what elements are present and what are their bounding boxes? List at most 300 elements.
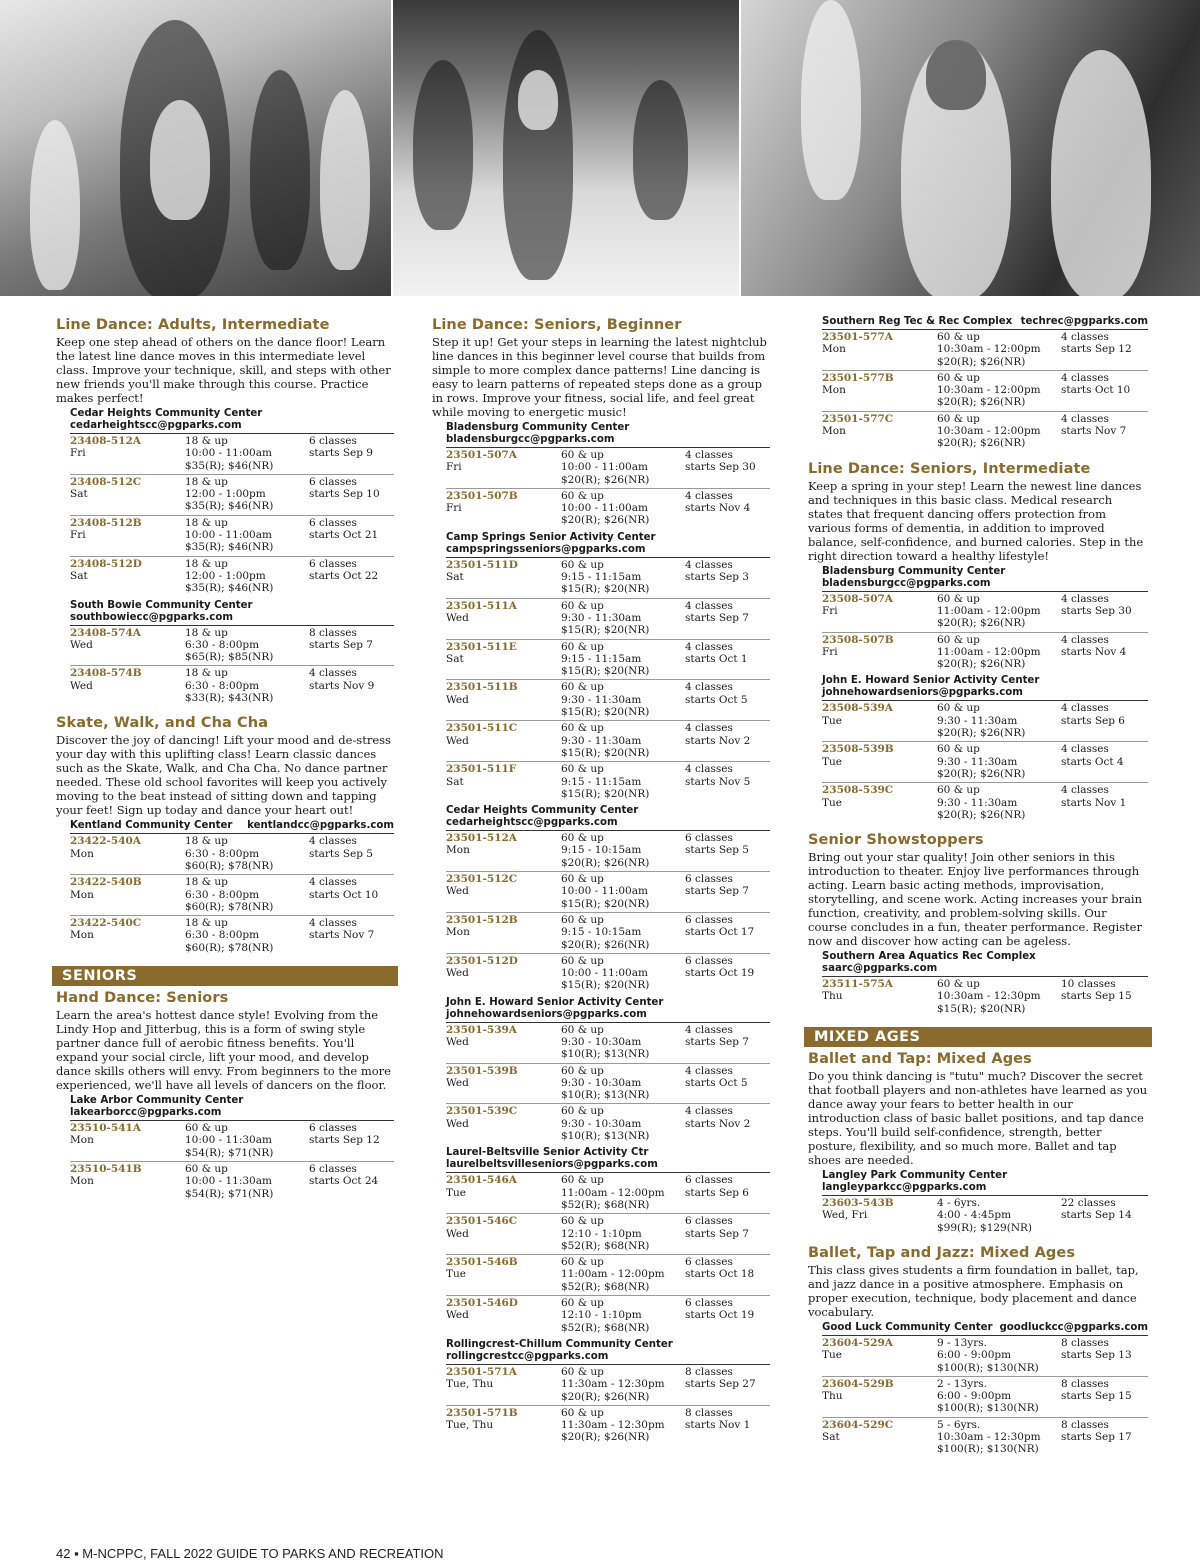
- class-code[interactable]: 23501-539B: [446, 1064, 518, 1077]
- class-code[interactable]: 23422-540A: [70, 835, 141, 848]
- photo-ballet-children: [741, 0, 1200, 296]
- location-email[interactable]: cedarheightscc@pgparks.com: [446, 817, 618, 829]
- class-time: 12:00 - 1:00pm: [185, 569, 266, 582]
- class-start: starts Oct 17: [685, 926, 755, 939]
- class-sessions-cell: [1061, 1337, 1148, 1374]
- class-row[interactable]: [822, 371, 1148, 412]
- class-code[interactable]: 23501-507A: [446, 449, 517, 461]
- class-row[interactable]: [70, 1121, 394, 1162]
- class-time: 6:30 - 8:00pm: [185, 638, 260, 651]
- class-time: 9:15 - 11:15am: [561, 775, 642, 788]
- photo-senior-dancers: [393, 0, 738, 296]
- class-row[interactable]: [70, 834, 394, 875]
- class-row[interactable]: [446, 489, 770, 529]
- class-start: starts Nov 9: [309, 679, 375, 692]
- class-fee: $10(R); $13(NR): [561, 1130, 650, 1143]
- class-code[interactable]: 23501-577A: [822, 331, 893, 343]
- class-start: starts Oct 10: [1061, 384, 1131, 397]
- location-email[interactable]: langleyparkcc@pgparks.com: [822, 1182, 987, 1194]
- class-count: 4 classes: [1061, 592, 1109, 605]
- class-row[interactable]: [446, 1296, 770, 1336]
- class-start: starts Oct 4: [1061, 755, 1124, 768]
- class-code[interactable]: 23501-512A: [446, 832, 517, 845]
- class-count: 4 classes: [685, 1064, 733, 1077]
- class-fee: $15(R); $20(NR): [561, 665, 650, 678]
- class-days: Tue: [822, 714, 842, 727]
- class-time-cell: [937, 743, 1061, 780]
- class-row[interactable]: [446, 954, 770, 994]
- class-days: Tue, Thu: [446, 1378, 494, 1391]
- category-band-mixed-ages: MIXED AGES: [804, 1027, 1152, 1047]
- class-days: Fri: [822, 604, 838, 617]
- class-count: 4 classes: [685, 489, 733, 502]
- class-code[interactable]: 23408-574A: [70, 626, 141, 639]
- class-days: Sat: [446, 775, 464, 788]
- class-row[interactable]: [822, 742, 1148, 783]
- class-days: Mon: [822, 425, 846, 438]
- class-days: Tue: [822, 796, 842, 809]
- class-days: Mon: [822, 343, 846, 356]
- class-ages: 60 & up: [937, 633, 980, 646]
- class-code[interactable]: 23501-512D: [446, 954, 518, 967]
- class-row[interactable]: [446, 1173, 770, 1214]
- class-row[interactable]: [822, 783, 1148, 823]
- class-code[interactable]: 23501-571B: [446, 1406, 518, 1419]
- class-code[interactable]: 23501-546D: [446, 1297, 518, 1310]
- class-code-cell: [70, 876, 185, 913]
- class-fee: $100(R); $130(NR): [937, 1402, 1039, 1415]
- class-code[interactable]: 23501-512B: [446, 913, 518, 926]
- class-count: 4 classes: [309, 835, 357, 848]
- class-days: Thu: [822, 1390, 843, 1403]
- class-time: 6:00 - 9:00pm: [937, 1349, 1012, 1362]
- class-code-cell: [446, 449, 561, 486]
- class-sessions-cell: [1061, 1378, 1148, 1415]
- class-sessions-cell: [685, 1407, 770, 1444]
- location-email[interactable]: techrec@pgparks.com: [1020, 316, 1148, 327]
- class-fee: $15(R); $20(NR): [561, 897, 650, 910]
- class-row[interactable]: [446, 1255, 770, 1296]
- class-time-cell: [937, 1337, 1061, 1374]
- class-time: 11:30am - 12:30pm: [561, 1419, 665, 1432]
- class-time-cell: [561, 763, 685, 800]
- class-start: starts Sep 15: [1061, 1390, 1132, 1403]
- class-count: 4 classes: [1061, 371, 1109, 384]
- class-count: 4 classes: [685, 722, 733, 735]
- location-name: Bladensburg Community Center: [446, 422, 630, 433]
- class-code-cell: [446, 681, 561, 718]
- class-time: 10:00 - 11:00am: [561, 885, 648, 898]
- class-fee: $15(R); $20(NR): [561, 979, 650, 992]
- class-row[interactable]: [70, 434, 394, 475]
- class-table: [70, 433, 394, 597]
- location-email[interactable]: bladensburgcc@pgparks.com: [822, 577, 991, 589]
- class-fee: $20(R); $26(NR): [561, 1431, 650, 1444]
- class-fee: $20(R); $26(NR): [561, 938, 650, 951]
- section-title: Skate, Walk, and Cha Cha: [56, 715, 269, 732]
- class-time: 11:00am - 12:00pm: [937, 645, 1041, 658]
- class-ages: 5 - 6yrs.: [937, 1418, 981, 1431]
- class-code-cell: [446, 1215, 561, 1252]
- class-time-cell: [561, 1174, 685, 1211]
- class-start: starts Oct 5: [685, 1076, 748, 1089]
- class-code[interactable]: 23501-512C: [446, 873, 518, 886]
- class-row[interactable]: [446, 831, 770, 872]
- class-days: Fri: [70, 529, 86, 542]
- location-email[interactable]: kentlandcc@pgparks.com: [247, 820, 394, 832]
- class-ages: 60 & up: [937, 743, 980, 756]
- class-fee: $52(R); $68(NR): [561, 1198, 650, 1211]
- class-row[interactable]: [446, 762, 770, 802]
- class-fee: $10(R); $13(NR): [561, 1089, 650, 1102]
- class-fee: $10(R); $13(NR): [561, 1048, 650, 1061]
- class-start: starts Sep 5: [309, 847, 373, 860]
- class-code-cell: [446, 763, 561, 800]
- class-start: starts Nov 7: [309, 929, 375, 942]
- class-days: Sat: [446, 571, 464, 584]
- class-fee: $15(R); $20(NR): [561, 624, 650, 637]
- class-row[interactable]: [446, 913, 770, 954]
- location-header: [70, 1095, 394, 1119]
- class-count: 8 classes: [1061, 1377, 1109, 1390]
- class-time: 9:30 - 11:30am: [561, 734, 642, 747]
- class-code[interactable]: 23508-539C: [822, 784, 894, 797]
- class-ages: 60 & up: [561, 832, 604, 845]
- class-row[interactable]: [446, 599, 770, 640]
- class-ages: 18 & up: [185, 626, 228, 639]
- class-code[interactable]: 23501-546C: [446, 1215, 518, 1228]
- class-start: starts Sep 7: [685, 1227, 749, 1240]
- class-row[interactable]: [446, 1064, 770, 1105]
- class-table: [822, 1195, 1148, 1236]
- class-count: 4 classes: [685, 1023, 733, 1036]
- class-start: starts Nov 1: [685, 1419, 751, 1432]
- class-days: Mon: [446, 844, 470, 857]
- class-time-cell: [561, 1366, 685, 1403]
- class-time-cell: [937, 634, 1061, 671]
- location-email[interactable]: southbowiecc@pgparks.com: [70, 611, 233, 623]
- class-sessions-cell: [685, 955, 770, 992]
- class-row[interactable]: [822, 633, 1148, 673]
- class-start: starts Sep 6: [1061, 714, 1125, 727]
- section-title: Senior Showstoppers: [808, 832, 984, 849]
- class-time: 6:00 - 9:00pm: [937, 1390, 1012, 1403]
- class-ages: 60 & up: [561, 763, 604, 776]
- class-sessions-cell: [685, 1297, 770, 1334]
- page-footer: 42 ▪ M-NCPPC, FALL 2022 GUIDE TO PARKS AND RECREATION: [56, 1546, 444, 1561]
- class-code-cell: [70, 917, 185, 954]
- class-code[interactable]: 23501-511C: [446, 722, 518, 735]
- class-days: Mon: [70, 1134, 94, 1147]
- class-code[interactable]: 23408-512D: [70, 557, 142, 570]
- class-code[interactable]: 23501-577B: [822, 371, 894, 384]
- class-row[interactable]: [70, 475, 394, 516]
- class-row[interactable]: [822, 1196, 1148, 1236]
- class-row[interactable]: [446, 1214, 770, 1255]
- class-code-cell: [822, 1419, 937, 1456]
- class-count: 4 classes: [1061, 743, 1109, 756]
- location-name: Laurel-Beltsville Senior Activity Ctr: [446, 1147, 649, 1159]
- class-time: 12:00 - 1:00pm: [185, 488, 266, 501]
- class-time: 6:30 - 8:00pm: [185, 929, 260, 942]
- class-row[interactable]: [70, 1162, 394, 1202]
- class-days: Tue: [446, 1186, 466, 1199]
- class-ages: 60 & up: [937, 784, 980, 797]
- class-code[interactable]: 23501-511F: [446, 763, 517, 776]
- class-row[interactable]: [446, 1104, 770, 1144]
- class-code-cell: [822, 1197, 937, 1234]
- section-description: Discover the joy of dancing! Lift your mood and de-stress your day with this uplifting class! Learn classic dances such as the Skate, Walk, and Cha Cha. No dance partner needed. These old school favorites will keep you actively moving to the beat instead of sitting down and tapping your feet! Sign up today and dance your heart out!: [56, 733, 391, 818]
- class-fee: $99(R); $129(NR): [937, 1221, 1033, 1234]
- class-fee: $20(R); $26(NR): [937, 808, 1026, 821]
- class-row[interactable]: [446, 448, 770, 489]
- class-code[interactable]: 23501-539C: [446, 1105, 518, 1118]
- class-time: 11:00am - 12:00pm: [937, 604, 1041, 617]
- class-sessions-cell: [1061, 978, 1148, 1015]
- class-sessions-cell: [1061, 1419, 1148, 1456]
- class-row[interactable]: [446, 680, 770, 721]
- class-days: Sat: [70, 569, 88, 582]
- location-header: [70, 600, 394, 624]
- class-start: starts Oct 10: [309, 888, 379, 901]
- class-row[interactable]: [70, 875, 394, 916]
- class-code-cell: [70, 476, 185, 513]
- class-sessions-cell: [685, 722, 770, 759]
- class-row[interactable]: [822, 701, 1148, 742]
- class-row[interactable]: [70, 916, 394, 956]
- class-row[interactable]: [70, 557, 394, 597]
- class-time: 10:00 - 11:00am: [561, 461, 648, 474]
- class-row[interactable]: [446, 721, 770, 762]
- location-name: Lake Arbor Community Center: [70, 1095, 244, 1107]
- class-code[interactable]: 23508-507A: [822, 592, 893, 605]
- class-time: 10:30am - 12:00pm: [937, 343, 1041, 356]
- class-code-cell: [70, 517, 185, 554]
- class-days: Mon: [70, 888, 94, 901]
- class-ages: 18 & up: [185, 667, 228, 680]
- class-code[interactable]: 23604-529A: [822, 1336, 893, 1349]
- class-row[interactable]: [822, 1336, 1148, 1377]
- class-time-cell: [561, 1297, 685, 1334]
- class-count: 4 classes: [309, 917, 357, 930]
- class-count: 4 classes: [685, 763, 733, 776]
- class-ages: 18 & up: [185, 917, 228, 930]
- class-code-cell: [446, 955, 561, 992]
- class-code[interactable]: 23604-529B: [822, 1377, 894, 1390]
- class-sessions-cell: [309, 517, 394, 554]
- class-time: 12:10 - 1:10pm: [561, 1309, 642, 1322]
- class-code[interactable]: 23508-539B: [822, 743, 894, 756]
- location-email[interactable]: lakearborcc@pgparks.com: [70, 1107, 222, 1119]
- location-header: [822, 951, 1148, 975]
- class-days: Fri: [822, 645, 838, 658]
- class-code[interactable]: 23501-546A: [446, 1174, 517, 1187]
- class-days: Mon: [70, 1175, 94, 1188]
- class-time-cell: [937, 331, 1061, 368]
- class-row[interactable]: [70, 516, 394, 557]
- class-code[interactable]: 23501-546B: [446, 1256, 518, 1269]
- class-count: 4 classes: [1061, 412, 1109, 425]
- class-start: starts Sep 30: [685, 461, 756, 474]
- class-code[interactable]: 23604-529C: [822, 1418, 894, 1431]
- class-count: 6 classes: [685, 954, 733, 967]
- location-email[interactable]: saarc@pgparks.com: [822, 963, 938, 975]
- class-days: Sat: [70, 488, 88, 501]
- class-code-cell: [446, 914, 561, 951]
- class-sessions-cell: [1061, 743, 1148, 780]
- class-row[interactable]: [822, 977, 1148, 1017]
- class-days: Fri: [446, 502, 462, 515]
- class-code[interactable]: 23501-511B: [446, 681, 518, 694]
- class-count: 8 classes: [685, 1365, 733, 1378]
- class-time: 9:15 - 10:15am: [561, 844, 642, 857]
- class-time-cell: [937, 978, 1061, 1015]
- class-code[interactable]: 23408-574B: [70, 667, 142, 680]
- class-fee: $20(R); $26(NR): [937, 727, 1026, 740]
- class-row[interactable]: [822, 1418, 1148, 1458]
- location-email[interactable]: cedarheightscc@pgparks.com: [70, 420, 242, 431]
- class-row[interactable]: [446, 872, 770, 913]
- class-time: 12:10 - 1:10pm: [561, 1227, 642, 1240]
- class-ages: 60 & up: [561, 489, 604, 502]
- class-ages: 60 & up: [561, 640, 604, 653]
- class-time-cell: [561, 559, 685, 596]
- class-days: Mon: [446, 926, 470, 939]
- class-days: Wed: [446, 1227, 469, 1240]
- class-sessions-cell: [1061, 372, 1148, 409]
- class-days: Wed: [446, 1035, 469, 1048]
- class-table: [70, 1120, 394, 1202]
- class-start: starts Sep 15: [1061, 990, 1132, 1003]
- class-table: [822, 1335, 1148, 1458]
- section-description: Bring out your star quality! Join other seniors in this introduction to theater. Enjoy live performances through acting. Learn basic acting methods, improvisation, storytelling, and scene work. Acting increases your brain function, creativity, and problem-solving skills. Our course concludes in a fun, theater performance. Register now and discover how acting can be ageless.: [808, 850, 1143, 949]
- class-sessions-cell: [685, 559, 770, 596]
- class-ages: 60 & up: [561, 1256, 604, 1269]
- class-start: starts Sep 6: [685, 1186, 749, 1199]
- class-code[interactable]: 23501-511D: [446, 558, 518, 571]
- class-time-cell: [561, 449, 685, 486]
- section-description: This class gives students a firm foundation in ballet, tap, and jazz dance in a positive atmosphere. Emphasis on proper execution, technique, body placement and dance vocabulary.: [808, 1262, 1139, 1319]
- class-code[interactable]: 23510-541B: [70, 1162, 142, 1175]
- class-code-cell: [446, 873, 561, 910]
- class-row[interactable]: [446, 1406, 770, 1446]
- class-time: 9:30 - 10:30am: [561, 1035, 642, 1048]
- class-days: Tue, Thu: [446, 1419, 494, 1432]
- class-sessions-cell: [1061, 1197, 1148, 1234]
- class-sessions-cell: [685, 1105, 770, 1142]
- class-time: 9:30 - 11:30am: [937, 714, 1018, 727]
- class-code[interactable]: 23508-507B: [822, 633, 894, 646]
- class-time-cell: [561, 1215, 685, 1252]
- class-code[interactable]: 23511-575A: [822, 978, 893, 991]
- class-fee: $20(R); $26(NR): [561, 856, 650, 869]
- class-code[interactable]: 23501-507B: [446, 489, 518, 502]
- class-count: 8 classes: [1061, 1336, 1109, 1349]
- class-row[interactable]: [822, 412, 1148, 452]
- section-description: Keep one step ahead of others on the dance floor! Learn the latest line dance moves in this intermediate level class. Improve your technique, skill, and steps with other new friends you'll make through this course. Practice makes perfect!: [56, 335, 391, 405]
- class-sessions-cell: [309, 435, 394, 472]
- class-code[interactable]: 23501-511A: [446, 599, 517, 612]
- class-row[interactable]: [446, 1023, 770, 1064]
- class-code[interactable]: 23501-571A: [446, 1365, 517, 1378]
- class-ages: 60 & up: [185, 1122, 228, 1135]
- location-email[interactable]: bladensburgcc@pgparks.com: [446, 434, 615, 445]
- location-name: Southern Reg Tec & Rec Complex: [822, 316, 1013, 327]
- class-row[interactable]: [446, 1365, 770, 1406]
- class-time-cell: [185, 558, 309, 595]
- class-sessions-cell: [685, 914, 770, 951]
- class-code[interactable]: 23408-512C: [70, 475, 142, 488]
- class-days: Mon: [70, 847, 94, 860]
- location-email[interactable]: campspringsseniors@pgparks.com: [446, 543, 646, 555]
- class-row[interactable]: [822, 592, 1148, 633]
- class-code-cell: [822, 743, 937, 780]
- class-row[interactable]: [822, 330, 1148, 371]
- class-code[interactable]: 23508-539A: [822, 702, 893, 715]
- location-email[interactable]: johnehowardseniors@pgparks.com: [446, 1008, 647, 1020]
- section-description: Do you think dancing is "tutu" much? Discover the secret that football players and non-athletes have learned as you dance away your fears to better health in our introduction class of basic ballet positions, and tap dance steps. You'll build self-confidence, strength, better posture, flexibility, and so much more. Ballet and tap shoes are needed.: [808, 1069, 1148, 1168]
- location-header: [822, 1170, 1148, 1194]
- class-sessions-cell: [309, 876, 394, 913]
- location-email[interactable]: johnehowardseniors@pgparks.com: [822, 687, 1023, 699]
- class-code[interactable]: 23501-511E: [446, 640, 517, 653]
- class-count: 4 classes: [1061, 331, 1109, 343]
- class-code[interactable]: 23510-541A: [70, 1122, 141, 1135]
- class-row[interactable]: [70, 666, 394, 706]
- class-count: 6 classes: [685, 1297, 733, 1310]
- class-code[interactable]: 23501-577C: [822, 412, 894, 425]
- location-header: [822, 1322, 1148, 1334]
- location-email[interactable]: rollingcrestcc@pgparks.com: [446, 1350, 609, 1362]
- class-row[interactable]: [70, 626, 394, 667]
- class-code[interactable]: 23422-540C: [70, 917, 142, 930]
- class-ages: 60 & up: [561, 1297, 604, 1310]
- class-days: Wed: [70, 638, 93, 651]
- class-code[interactable]: 23603-543B: [822, 1197, 894, 1210]
- location-email[interactable]: goodluckcc@pgparks.com: [999, 1321, 1148, 1333]
- class-count: 10 classes: [1061, 978, 1116, 991]
- class-count: 6 classes: [685, 873, 733, 886]
- class-time-cell: [561, 1024, 685, 1061]
- class-time: 9:30 - 10:30am: [561, 1076, 642, 1089]
- class-time: 9:30 - 10:30am: [561, 1117, 642, 1130]
- location-name: Good Luck Community Center: [822, 1321, 993, 1333]
- class-table: [446, 557, 770, 802]
- class-row[interactable]: [446, 558, 770, 599]
- class-row[interactable]: [822, 1377, 1148, 1418]
- class-count: 6 classes: [685, 1174, 733, 1187]
- class-time-cell: [937, 1419, 1061, 1456]
- class-sessions-cell: [1061, 634, 1148, 671]
- class-code[interactable]: 23501-539A: [446, 1023, 517, 1036]
- class-fee: $15(R); $20(NR): [937, 1002, 1026, 1015]
- class-ages: 18 & up: [185, 475, 228, 488]
- column-1: [56, 314, 394, 1202]
- class-code[interactable]: 23408-512B: [70, 516, 142, 529]
- class-code-cell: [822, 331, 937, 368]
- class-code[interactable]: 23408-512A: [70, 435, 141, 447]
- class-start: starts Oct 24: [309, 1175, 379, 1188]
- class-days: Wed, Fri: [822, 1209, 868, 1222]
- class-time: 10:30am - 12:30pm: [937, 1430, 1041, 1443]
- class-code[interactable]: 23422-540B: [70, 876, 142, 889]
- class-code-cell: [70, 435, 185, 472]
- location-email[interactable]: laurelbeltsvilleseniors@pgparks.com: [446, 1159, 658, 1171]
- class-count: 6 classes: [309, 475, 357, 488]
- section-title: Line Dance: Adults, Intermediate: [56, 317, 330, 333]
- class-row[interactable]: [446, 640, 770, 681]
- class-time-cell: [561, 873, 685, 910]
